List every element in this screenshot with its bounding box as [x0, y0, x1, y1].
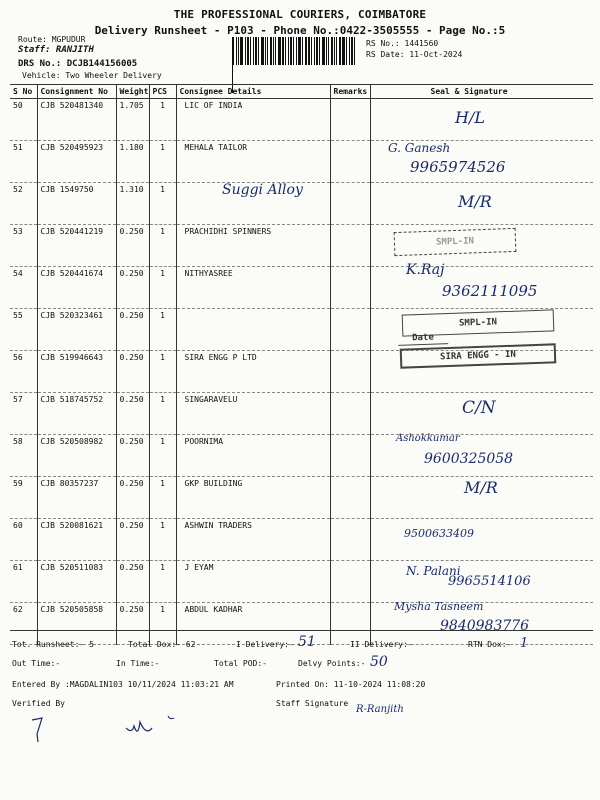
printed-on: Printed On: 11-10-2024 11:08:20 [276, 680, 426, 689]
cell-sno: 59 [10, 477, 37, 519]
cell-consignment-no: CJB 519946643 [37, 351, 116, 393]
cell-weight: 0.250 [116, 603, 149, 645]
cell-weight: 0.250 [116, 351, 149, 393]
table-row [10, 141, 593, 183]
handwritten-name: Mysha Tasneem [394, 600, 484, 613]
cell-consignment-no: CJB 520505858 [37, 603, 116, 645]
cell-remarks [330, 267, 370, 309]
i-delivery-label: I Delivery:- [236, 640, 294, 649]
route-label: Route: MGPUDUR [18, 35, 86, 44]
cell-consignee [176, 309, 330, 351]
cell-pcs: 1 [149, 477, 176, 519]
staff-signature-value: R-Ranjith [356, 704, 404, 715]
rtn-dox-value: 1 [520, 636, 529, 651]
cell-pcs: 1 [149, 183, 176, 225]
cell-sno: 55 [10, 309, 37, 351]
cell-weight: 0.250 [116, 435, 149, 477]
cell-consignment-no: CJB 518745752 [37, 393, 116, 435]
runsheet-title: Delivery Runsheet - P103 - Phone No.:0422-3505555 - Page No.:5 [94, 24, 506, 37]
cell-consignment-no: CJB 520495923 [37, 141, 116, 183]
cell-sno: 58 [10, 435, 37, 477]
cell-weight: 1.705 [116, 99, 149, 141]
handwritten-phone: 9500633409 [404, 527, 474, 540]
handwritten-phone: 9600325058 [424, 451, 514, 467]
cell-consignment-no: CJB 520323461 [37, 309, 116, 351]
delivery-points-label: Delvy Points:- [298, 659, 366, 668]
cell-weight: 0.250 [116, 393, 149, 435]
handwritten-signature: H/L [455, 108, 485, 127]
cell-pcs: 1 [149, 561, 176, 603]
cell-sno: 60 [10, 519, 37, 561]
out-time: Out Time:- [12, 659, 61, 668]
cell-remarks [330, 477, 370, 519]
handwritten-phone: 9965974526 [410, 158, 506, 176]
cell-consignee: MEHALA TAILOR [176, 141, 330, 183]
handwritten-signature: M/R [458, 192, 492, 211]
cell-weight: 0.250 [116, 561, 149, 603]
cell-consignee: SINGARAVELU [176, 393, 330, 435]
company-stamp: SIRA ENGG - IN [400, 343, 557, 368]
handwritten-phone: 9840983776 [440, 618, 530, 634]
date-stamp: Date [398, 331, 448, 346]
cell-remarks [330, 561, 370, 603]
cell-consignment-no: CJB 520511083 [37, 561, 116, 603]
cell-sno: 53 [10, 225, 37, 267]
cell-sno: 57 [10, 393, 37, 435]
col-consignee: Consignee Details [176, 85, 330, 99]
cell-consignee: NITHYASREE [176, 267, 330, 309]
total-dox: Total Dox:- 62 [128, 640, 196, 649]
cell-consignment-no: CJB 520481340 [37, 99, 116, 141]
rs-date: RS Date: 11-Oct-2024 [366, 50, 463, 59]
cell-consignee: PRACHIDHI SPINNERS [176, 225, 330, 267]
cell-consignment-no: CJB 520508982 [37, 435, 116, 477]
staff-label: Staff: RANJITH [18, 45, 94, 55]
cell-weight: 0.250 [116, 519, 149, 561]
handwritten-name: Ashokkumar [396, 433, 460, 444]
verifier-signature [28, 712, 178, 752]
col-weight: Weight [116, 85, 149, 99]
company-name: THE PROFESSIONAL COURIERS, COIMBATORE [173, 8, 427, 21]
table-row [10, 99, 593, 141]
handwritten-phone: 9965514106 [448, 574, 531, 589]
cell-sno: 61 [10, 561, 37, 603]
cell-consignment-no: CJB 520441674 [37, 267, 116, 309]
barcode-image [232, 37, 358, 65]
cell-consignee: ABDUL KADHAR [176, 603, 330, 645]
cell-remarks [330, 393, 370, 435]
cell-consignee: ASHWIN TRADERS [176, 519, 330, 561]
cell-consignee: POORNIMA [176, 435, 330, 477]
handwritten-name: K.Raj [406, 262, 445, 278]
cell-sno: 51 [10, 141, 37, 183]
total-runsheet: Tot. Runsheet:- 5 [12, 640, 94, 649]
cell-consignee: J EYAM [176, 561, 330, 603]
cell-remarks [330, 309, 370, 351]
cell-remarks [330, 435, 370, 477]
i-delivery-value: 51 [298, 634, 316, 650]
ii-delivery-label: II Delivery:- [350, 640, 413, 649]
table-row [10, 393, 593, 435]
col-consignment: Consignment No [37, 85, 116, 99]
cell-weight: 0.250 [116, 309, 149, 351]
table-row [10, 477, 593, 519]
in-time: In Time:- [116, 659, 160, 668]
cell-sno: 50 [10, 99, 37, 141]
cell-consignment-no: CJB 520081621 [37, 519, 116, 561]
handwritten-phone: 9362111095 [442, 282, 538, 300]
delivery-points-value: 50 [370, 654, 388, 670]
cell-pcs: 1 [149, 141, 176, 183]
col-signature: Seal & Signature [370, 85, 593, 99]
cell-weight: 0.250 [116, 267, 149, 309]
cell-pcs: 1 [149, 393, 176, 435]
cell-remarks [330, 99, 370, 141]
handwritten-name: G. Ganesh [388, 141, 451, 155]
cell-remarks [330, 183, 370, 225]
rs-number: RS No.: 1441560 [366, 39, 439, 48]
cell-sno: 56 [10, 351, 37, 393]
cell-consignment-no: CJB 80357237 [37, 477, 116, 519]
col-pcs: PCS [149, 85, 176, 99]
footer-divider [10, 630, 593, 631]
cell-weight: 1.310 [116, 183, 149, 225]
cell-pcs: 1 [149, 351, 176, 393]
cell-sno: 54 [10, 267, 37, 309]
handwritten-consignee: Suggi Alloy [222, 182, 303, 198]
cell-weight: 1.180 [116, 141, 149, 183]
staff-signature-label: Staff Signature [276, 699, 349, 708]
cell-sno: 62 [10, 603, 37, 645]
cell-remarks [330, 519, 370, 561]
col-sno: S No [10, 85, 37, 99]
cell-pcs: 1 [149, 225, 176, 267]
vehicle-label: Vehicle: Two Wheeler Delivery [22, 71, 162, 80]
company-stamp: SMPL-IN [394, 228, 517, 256]
cell-consignee: LIC OF INDIA [176, 99, 330, 141]
cell-pcs: 1 [149, 309, 176, 351]
cell-consignee: GKP BUILDING [176, 477, 330, 519]
handwritten-signature: M/R [464, 478, 498, 497]
company-stamp: SMPL-IN [402, 309, 555, 336]
cell-consignee: SIRA ENGG P LTD [176, 351, 330, 393]
table-header-row [10, 85, 593, 99]
cell-pcs: 1 [149, 267, 176, 309]
cell-remarks [330, 603, 370, 645]
table-row [10, 519, 593, 561]
cell-pcs: 1 [149, 99, 176, 141]
cell-consignment-no: CJB 1549750 [37, 183, 116, 225]
cell-consignment-no: CJB 520441219 [37, 225, 116, 267]
cell-pcs: 1 [149, 435, 176, 477]
cell-sno: 52 [10, 183, 37, 225]
rtn-dox-label: RTN Dox:- [468, 640, 512, 649]
cell-weight: 0.250 [116, 225, 149, 267]
verified-by-label: Verified By [12, 699, 65, 708]
col-remarks: Remarks [330, 85, 370, 99]
handwritten-name: N. Palani [406, 564, 461, 578]
cell-remarks [330, 141, 370, 183]
cell-pcs: 1 [149, 603, 176, 645]
cell-pcs: 1 [149, 519, 176, 561]
cell-remarks [330, 225, 370, 267]
drs-number: DRS No.: DCJB144156005 [18, 59, 138, 69]
total-pod: Total POD:- [214, 659, 267, 668]
entered-by: Entered By :MAGDALIN103 10/11/2024 11:03:21 AM [12, 680, 234, 689]
cell-weight: 0.250 [116, 477, 149, 519]
handwritten-signature: C/N [462, 398, 496, 418]
cell-remarks [330, 351, 370, 393]
